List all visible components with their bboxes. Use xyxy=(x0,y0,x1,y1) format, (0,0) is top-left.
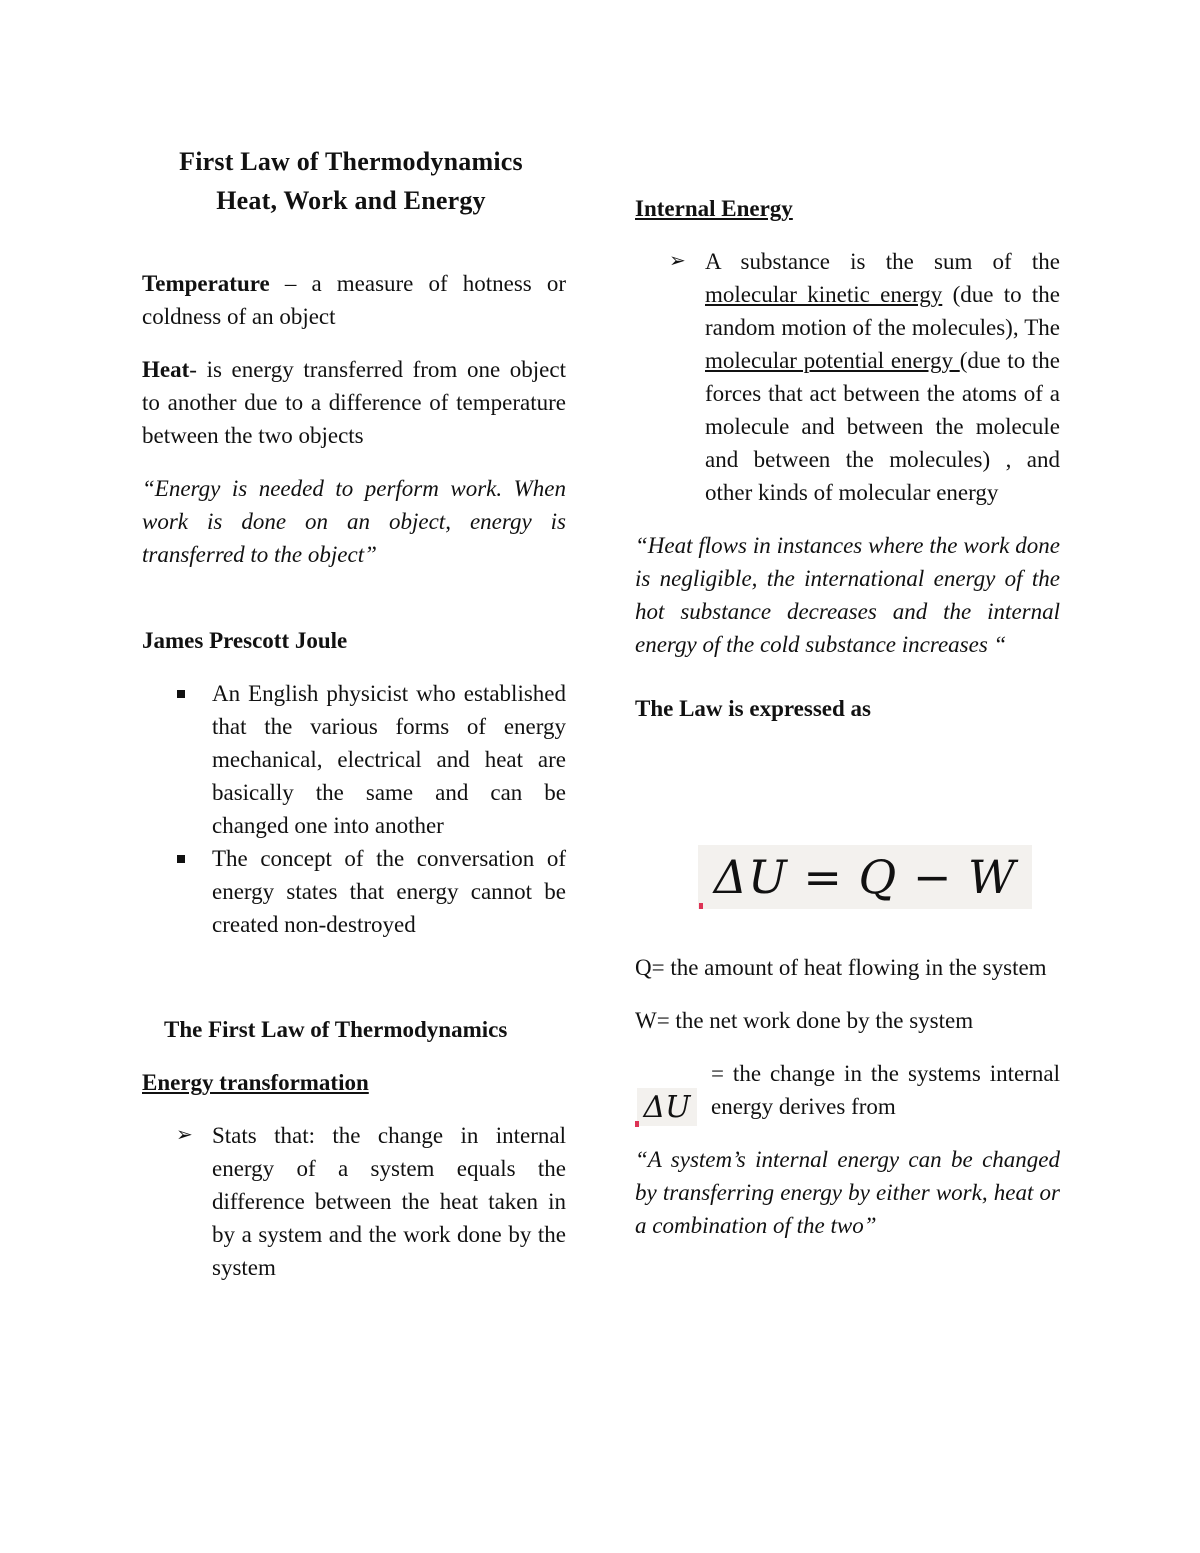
internal-energy-heading: Internal Energy xyxy=(635,196,793,221)
title-line-2: Heat, Work and Energy xyxy=(216,186,486,215)
left-column xyxy=(142,142,566,1284)
delta-u-image xyxy=(637,1088,697,1126)
definitions-block xyxy=(635,951,1060,1242)
formula-mark xyxy=(699,903,703,909)
heat-term: Heat xyxy=(142,357,190,382)
formula-image xyxy=(698,845,1032,909)
heat-definition xyxy=(142,353,566,452)
internal-energy-bullet-list xyxy=(635,245,1060,509)
heat-text: - is energy transferred from one object to another due to a difference of temperature between the two objects xyxy=(142,357,566,448)
arrow-bullet-icon: ➢ xyxy=(669,250,686,272)
du-definition: = the change in the systems internal energy derives from xyxy=(711,1061,1060,1119)
first-law-bullet-list xyxy=(142,1119,566,1284)
arrow-bullet-icon: ➢ xyxy=(176,1124,193,1146)
formula-text: ΔU = Q − W xyxy=(713,850,1017,904)
temperature-text: – a measure of hotness or coldness of an object xyxy=(142,271,566,329)
internal-energy-text-1: A substance is the sum of the xyxy=(705,249,1060,274)
right-column xyxy=(635,192,1060,725)
square-bullet-icon xyxy=(177,690,185,698)
joule-bullet-2: The concept of the conversation of energy states that energy cannot be created non-destroyed xyxy=(212,846,566,937)
title-line-1: First Law of Thermodynamics xyxy=(179,147,523,176)
temperature-term: Temperature xyxy=(142,271,270,296)
list-item xyxy=(142,677,566,842)
first-law-bullet: Stats that: the change in internal energy of a system equals the difference between the heat taken in by a system and the work done by the system xyxy=(212,1123,566,1280)
temperature-definition xyxy=(142,267,566,333)
first-law-heading: The First Law of Thermodynamics xyxy=(164,1017,508,1042)
molecular-kinetic-energy: molecular kinetic energy xyxy=(705,282,943,307)
energy-quote: “Energy is needed to perform work. When work is done on an object, energy is transferred to the object” xyxy=(142,476,566,567)
list-item xyxy=(142,1119,566,1284)
joule-heading: James Prescott Joule xyxy=(142,628,348,653)
square-bullet-icon xyxy=(177,855,185,863)
internal-energy-text-2: (due to the random motion of the molecules), The xyxy=(705,282,1061,340)
internal-energy-text-3: (due to the forces that act between the atoms of a molecule and between the molecule and between the molecules) , and other kinds of molecular energy xyxy=(705,348,1061,505)
heat-flow-quote: “Heat flows in instances where the work done is negligible, the international energy of the hot substance decreases and the internal energy of the cold substance increases “ xyxy=(635,533,1060,657)
q-definition: Q= the amount of heat flowing in the system xyxy=(635,955,1047,980)
law-heading: The Law is expressed as xyxy=(635,696,871,721)
joule-bullet-list xyxy=(142,677,566,941)
list-item xyxy=(142,842,566,941)
list-item xyxy=(635,245,1060,509)
joule-bullet-1: An English physicist who established that the various forms of energy mechanical, electrical and heat are basically the same and can be changed one into another xyxy=(212,681,566,838)
molecular-potential-energy: molecular potential energy xyxy=(705,348,960,373)
energy-transformation-heading: Energy transformation xyxy=(142,1070,369,1095)
delta-u-mark xyxy=(635,1121,639,1127)
w-definition: W= the net work done by the system xyxy=(635,1008,974,1033)
delta-u-symbol: ΔU xyxy=(643,1089,691,1125)
system-energy-quote: “A system’s internal energy can be changed by transferring energy by either work, heat or a combination of the two” xyxy=(635,1147,1060,1238)
